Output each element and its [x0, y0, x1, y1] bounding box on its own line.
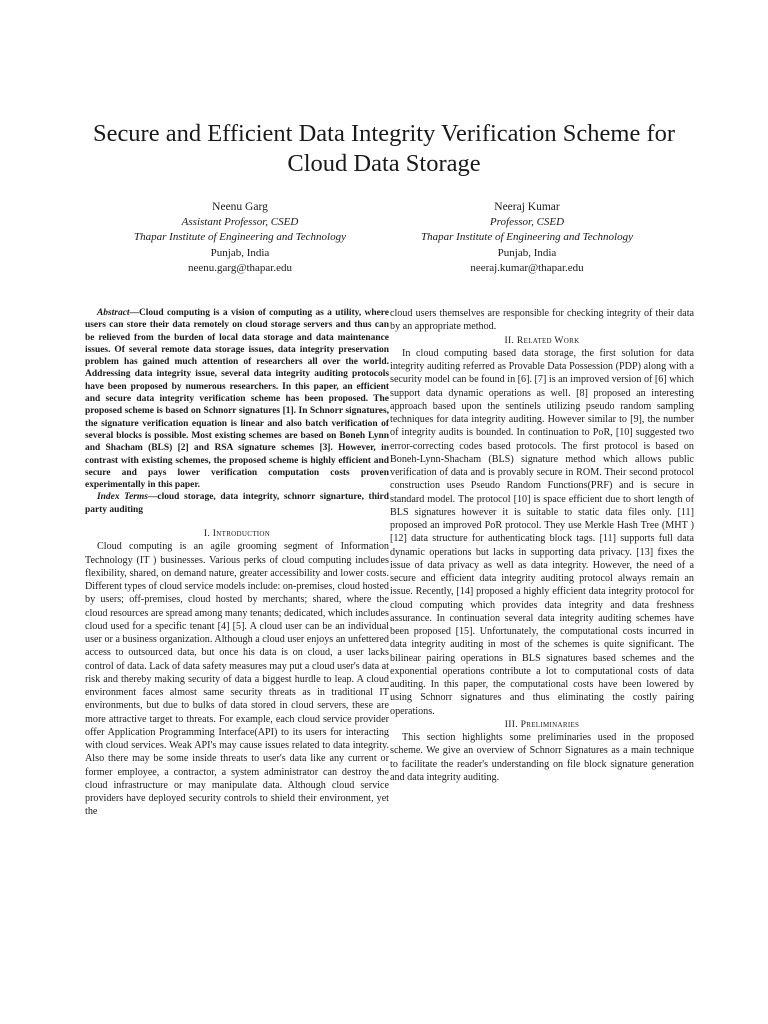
- related-work-text: In cloud computing based data storage, the first solution for data integrity auditing referred as Provable Data Possession (PDP) along with a security model can be found in [6]. [7] is an improved version of [6] which support data dynamic operations as well. [8] proposed an interesting approach based upon the sentinels utilizing pseudo random sampling techniques for data integrity auditing. However similar to [9], the number of integrity audits is bounded. In continuation to PoR, [10] suggested two error-correcting codes based protocols. The first protocol is based on Boneh-Lynn-Shacham (BLS) signature method which allows public verification of data and is provably secure in ROM. Their second protocol construction uses Pseudo Random Functions(PRF) and is secure in standard model. The protocol [10] is space efficient due to short length of BLS signatures however it is suitable to static data files only. [11] proposed an improved PoR protocol. They use Merkle Hash Tree (MHT ) [12] data structure for authenticating block tags. [11] supports full data dynamic operations but lacks in supporting data privacy. [13] fixes the issue of data privacy as well as data integrity. However, the need of a secure and efficient data integrity auditing protocol always remain an issue. Recently, [14] proposed a highly efficient data integrity protocol for cloud computing which provides data integrity and data freshness assurance. In continuation several data integrity auditing schemes have been proposed [15]. Unfortunately, the computational costs incurred in data integrity auditing in most of the schemes is quite significant. The bilinear pairing operations in BLS signatures based schemes and the exponential operations contribute a lot to computational costs of data auditing. In this paper, the computational costs have been lowered by using Schnorr signatures and thus eliminating the costly pairing operations.: [390, 347, 694, 717]
- author-block-2: [362, 200, 692, 276]
- index-terms-label: Index Terms: [97, 492, 148, 503]
- section-heading-related-work: II. Related Work: [504, 334, 580, 346]
- author-name: Neeraj Kumar: [494, 201, 560, 213]
- author-block-1: [75, 200, 405, 276]
- author-role: Professor, CSED: [489, 216, 565, 229]
- author-email: neenu.garg@thapar.edu: [187, 261, 292, 274]
- abstract-text: —Cloud computing is a vision of computing as a utility, where users can store their data remotely on cloud storage servers and thus can be relieved from the burden of local data storage and data maintenance issues. Of several remote data storage issues, data integrity preservation problem has gained much attention of researchers all over the world. Addressing data integrity issue, several data integrity auditing protocols have been proposed by numerous researchers. In this paper, an efficient and secure data integrity verification scheme has been proposed. The proposed scheme is based on Schnorr signatures [1]. In Schnorr signatures, the signature verification equation is linear and also batch verification of several blocks is possible. Most existing schemes are based on Boneh Lynn and Shacham (BLS) [2] and RSA signature schemes [3]. However, in contrast with existing schemes, the proposed scheme is highly efficient and secure and pays lower verification computation costs proven experimentally in this paper.: [85, 308, 389, 491]
- index-terms-text: —cloud storage, data integrity, schnorr signarture, third party auditing: [85, 492, 389, 515]
- abstract-label: Abstract: [97, 308, 130, 318]
- section-heading-preliminaries: III. Preliminaries: [504, 718, 580, 730]
- author-role: Assistant Professor, CSED: [181, 216, 299, 229]
- introduction-continuation: cloud users themselves are responsible for checking integrity of their data by an appropriate method.: [390, 308, 694, 333]
- introduction-text: Cloud computing is an agile grooming segment of Information Technology (IT ) businesses. Various perks of cloud computing includes flexibility, shared, on demand nature, greater accessibility and lower costs. Different types of cloud service models include: on-premises, cloud hosted by users; off-premises, cloud hosted by merchants; shared, where the cloud resources are spread among many tenants; dedicated, which includes cloud used for a specific tenant [4] [5]. A cloud user can be an individual user or a business organization. Although a cloud user enjoys an unfettered access to outsourced data, but once his data is on cloud, a user lacks control of data. Lack of data safety measures may put a cloud user's data at risk and thereby making security of data a biggest hurdle to leap. A cloud environment faces almost same security threats as in traditional IT environments, but due to bulks of data stored in cloud servers, these are more attractive target to threats. For example, each cloud service provider offer Application Programming Interface(API) to its users for interacting with cloud services. Weak API's may cause issues related to data integrity. Also there may be some inside threats to user's data like any current or former employee, a contractor, a system administrator can destroy the cloud infrastructure or may manipulate data. Although cloud service providers have deployed security controls to shield their environment, yet the: [85, 541, 389, 818]
- index-terms: [85, 491, 389, 516]
- author-location: Punjab, India: [210, 246, 270, 259]
- author-location: Punjab, India: [497, 246, 557, 259]
- right-column: [390, 307, 694, 784]
- section-heading-introduction: I. Introduction: [203, 528, 271, 540]
- abstract: [85, 307, 389, 491]
- left-column: [85, 307, 389, 819]
- paper-title: Secure and Efficient Data Integrity Verification Scheme for Cloud Data Storage: [92, 120, 676, 177]
- author-institution: Thapar Institute of Engineering and Technology: [134, 231, 346, 244]
- preliminaries-text: This section highlights some preliminaries used in the proposed scheme. We give an overview of Schnorr Signatures as a main technique to facilitate the reader's understanding on file block signature generation and data integrity auditing.: [390, 732, 694, 783]
- author-institution: Thapar Institute of Engineering and Technology: [421, 231, 633, 244]
- author-email: neeraj.kumar@thapar.edu: [470, 261, 584, 274]
- author-name: Neenu Garg: [212, 201, 268, 213]
